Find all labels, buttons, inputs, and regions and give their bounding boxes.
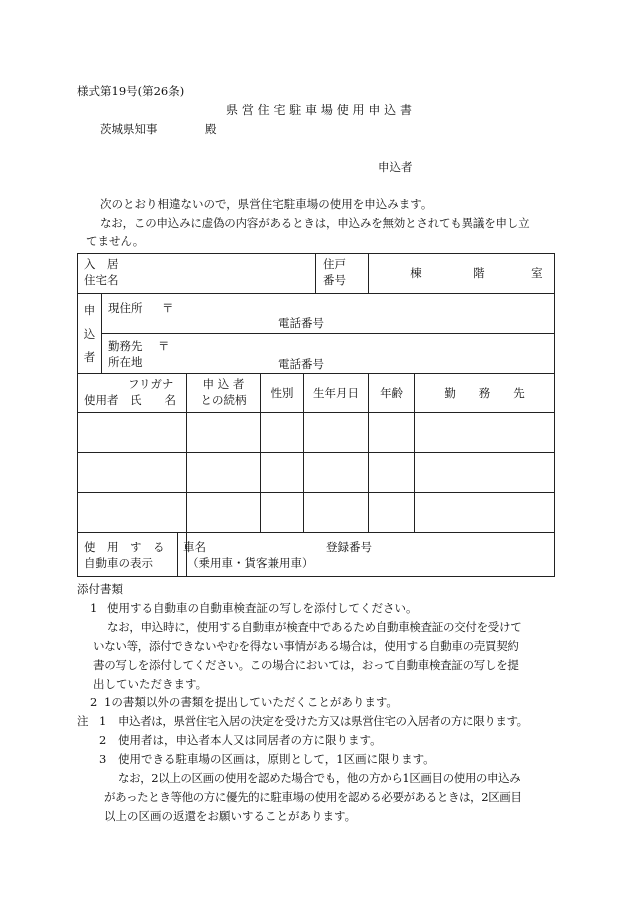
gender-input[interactable] [261, 453, 304, 493]
relation-header: 申 込 者 との続柄 [187, 374, 261, 413]
form-number: 様式第19号(第26条) [77, 84, 185, 98]
note-3-text: 使用できる駐車場の区画は，原則として，1区画に限ります。 [118, 752, 435, 766]
gender-header: 性別 [261, 374, 304, 413]
relation-input[interactable] [187, 453, 261, 493]
note-3-para-3: 以上の区画の返還をお願いすることがあります。 [104, 809, 357, 823]
attachment-1-para-2: いない等，添付できないやむを得ない事情がある場合は，使用する自動車の売買契約 [93, 639, 519, 653]
work-input[interactable] [415, 413, 555, 453]
note-3-para-2: があったとき等他の方に優先的に駐車場の使用を認める必要があるときは，2区画目 [104, 790, 522, 804]
user-name-input[interactable] [78, 493, 187, 533]
user-row [78, 493, 555, 533]
vehicle-divider [177, 532, 178, 577]
workplace-label-1: 勤務先 [108, 339, 143, 353]
notes-heading: 注 [77, 714, 89, 728]
birthdate-input[interactable] [304, 413, 369, 453]
postal-mark: 〒 [162, 301, 174, 315]
birthdate-input[interactable] [304, 493, 369, 533]
current-address-label: 現住所 [108, 301, 143, 315]
note-1-text: 申込者は，県営住宅入居の決定を受けた方又は県営住宅の入居者の方に限ります。 [118, 714, 528, 728]
residence-name-cell[interactable] [78, 254, 369, 294]
attachment-1-text: 使用する自動車の自動車検査証の写しを添付してください。 [107, 601, 418, 615]
car-name-label: 車名 [183, 540, 206, 554]
workplace-phone-label: 電話番号 [278, 357, 324, 371]
addressee: 茨城県知事 [100, 122, 158, 136]
note-2-number: 2 [99, 733, 107, 747]
car-type-label: （乗用車・貨客兼用車） [187, 556, 314, 570]
age-header: 年齢 [369, 374, 415, 413]
attachment-2-number: 2 [90, 695, 98, 709]
attachment-1-para-3: 書の写しを添付してください。この場合においては，おって自動車検査証の写しを提 [93, 658, 519, 672]
workplace-label-2: 所在地 [108, 355, 143, 369]
note-3-number: 3 [99, 752, 107, 766]
unit-label-2: 番号 [323, 273, 346, 287]
attachment-1-number: 1 [90, 601, 98, 615]
vehicle-info-cell[interactable] [183, 533, 555, 577]
furigana-label: フリガナ [128, 377, 174, 391]
applicant-label: 申込者 [378, 160, 413, 174]
unit-divider [315, 253, 316, 294]
residence-label-1: 入 居 [84, 257, 119, 271]
application-form-table [77, 253, 555, 577]
intro-line-1: 次のとおり相違ないので，県営住宅駐車場の使用を申込みます。 [100, 197, 433, 211]
user-name-header [78, 374, 187, 413]
unit-number-cell[interactable] [369, 254, 555, 294]
honorific: 殿 [205, 122, 217, 136]
work-input[interactable] [415, 453, 555, 493]
note-3-para-1: なお，2以上の区画の使用を認めた場合でも，他の方から1区画目の使用の申込み [118, 771, 521, 785]
phone-label: 電話番号 [278, 316, 324, 330]
workplace-postal-mark: 〒 [158, 339, 170, 353]
work-input[interactable] [415, 493, 555, 533]
age-input[interactable] [369, 493, 415, 533]
floor-label: 階 [473, 266, 485, 280]
attachment-2-text: 1の書類以外の書類を提出していただくことがあります。 [104, 695, 398, 709]
vehicle-label-cell: 使 用 す る 自動車の表示 [78, 533, 187, 577]
note-1-number: 1 [99, 714, 107, 728]
birthdate-header: 生年月日 [304, 374, 369, 413]
residence-label-2: 住宅名 [84, 273, 119, 287]
current-address-cell[interactable] [102, 294, 555, 334]
attachment-1-para-4: 出していただきます。 [93, 677, 208, 691]
room-label: 室 [531, 266, 543, 280]
user-name-input[interactable] [78, 453, 187, 493]
user-row [78, 413, 555, 453]
registration-label: 登録番号 [326, 540, 372, 554]
gender-input[interactable] [261, 413, 304, 453]
note-2-text: 使用者は，申込者本人又は同居者の方に限ります。 [118, 733, 382, 747]
unit-label-1: 住戸 [323, 257, 346, 271]
birthdate-input[interactable] [304, 453, 369, 493]
gender-input[interactable] [261, 493, 304, 533]
age-input[interactable] [369, 413, 415, 453]
form-title: 県 営 住 宅 駐 車 場 使 用 申 込 書 [226, 103, 412, 117]
user-name-input[interactable] [78, 413, 187, 453]
user-row [78, 453, 555, 493]
applicant-vertical-label: 申 込 者 [78, 294, 102, 374]
attachment-1-para-1: なお，申込時に，使用する自動車が検査中であるため自動車検査証の交付を受けて [107, 620, 522, 634]
attachments-heading: 添付書類 [77, 582, 123, 596]
intro-line-2: なお，この申込みに虚偽の内容があるときは，申込みを無効とされても異議を申し立 [100, 216, 530, 230]
user-name-label: 使用者 氏 名 [84, 393, 176, 407]
work-header: 勤 務 先 [415, 374, 555, 413]
building-label: 棟 [410, 266, 422, 280]
intro-line-3: てません。 [86, 234, 145, 248]
relation-input[interactable] [187, 413, 261, 453]
workplace-cell[interactable] [102, 334, 555, 374]
age-input[interactable] [369, 453, 415, 493]
relation-input[interactable] [187, 493, 261, 533]
